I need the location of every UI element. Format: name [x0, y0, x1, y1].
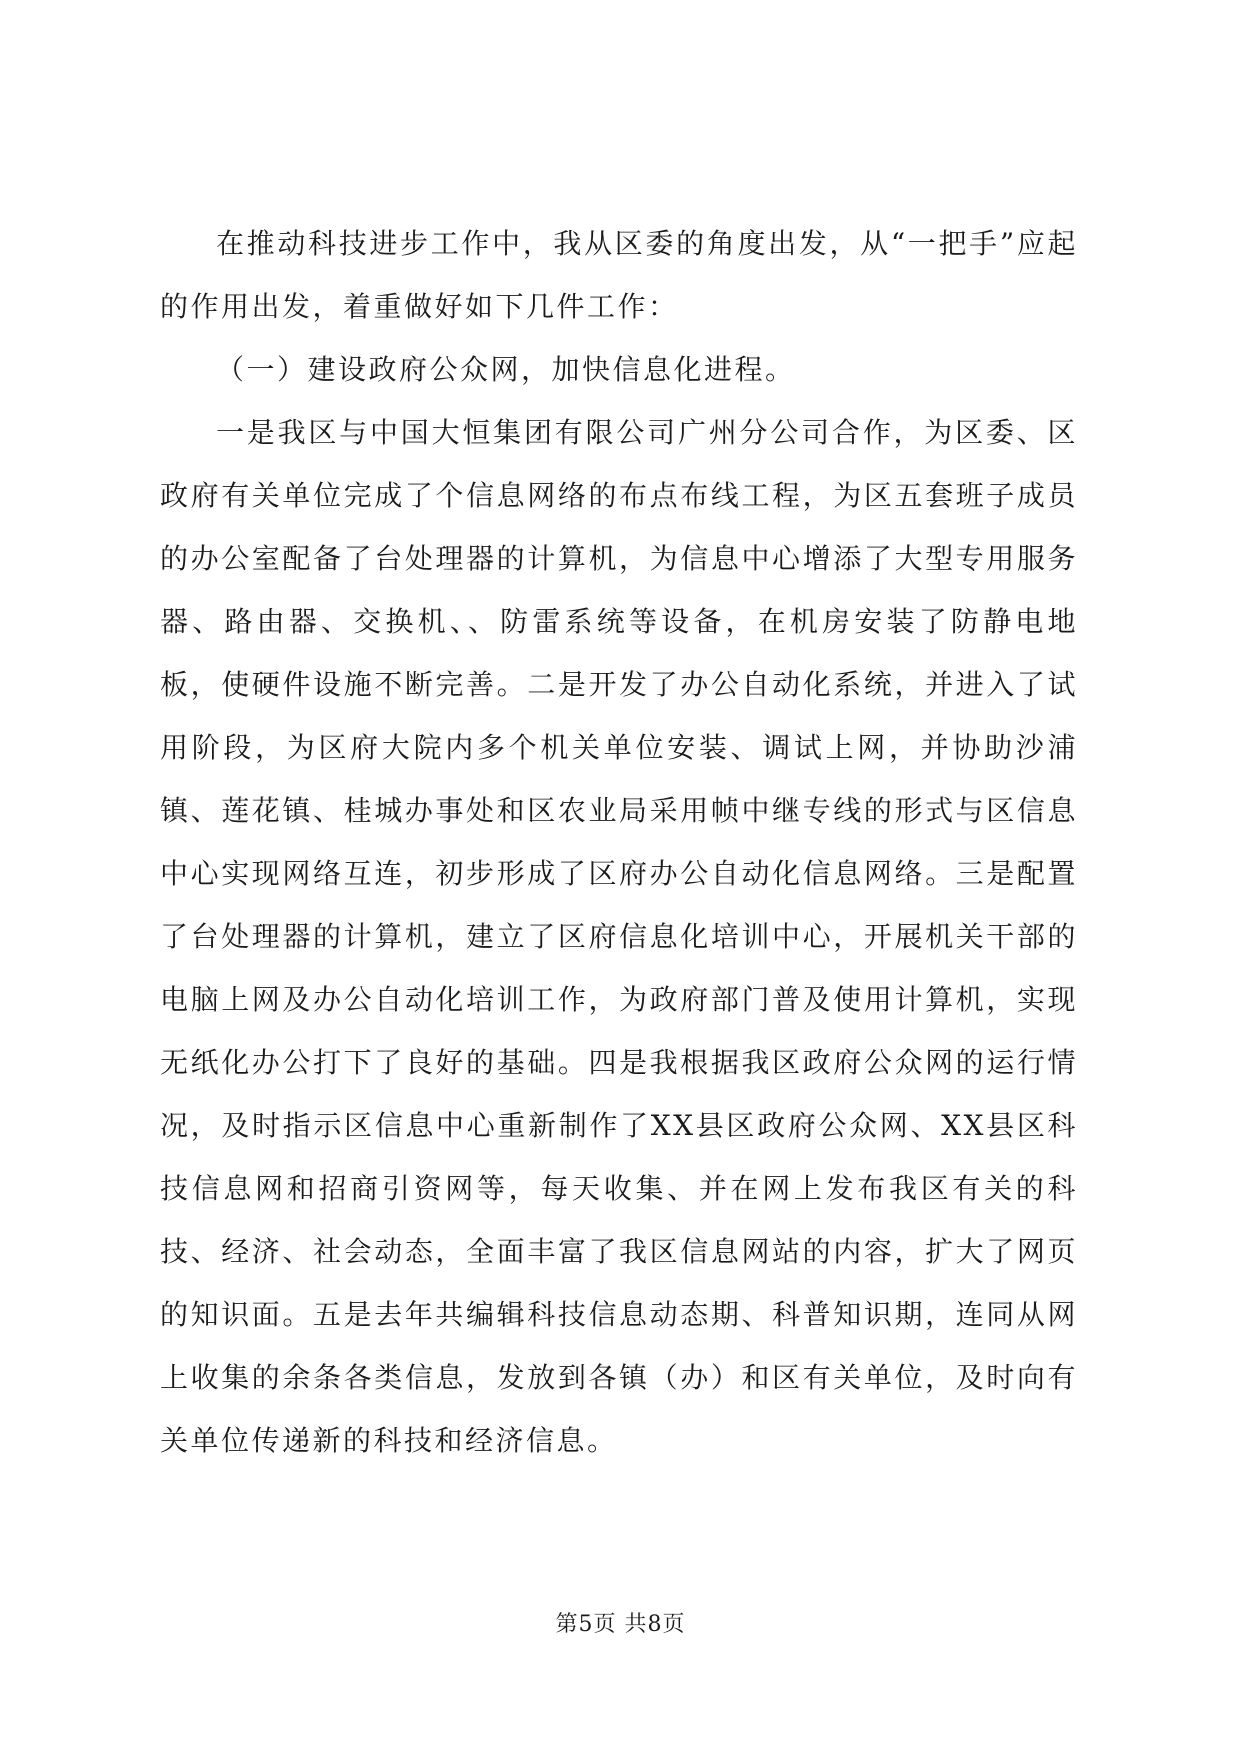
intro-paragraph: 在推动科技进步工作中，我从区委的角度出发，从“一把手”应起的作用出发，着重做好如下几件工作： [160, 227, 1078, 323]
section-body-paragraph: 一是我区与中国大恒集团有限公司广州分公司合作，为区委、区政府有关单位完成了个信息网络的布点布线工程，为区五套班子成员的办公室配备了台处理器的计算机，为信息中心增添了大型专用服务器、路由器、交换机、、防雷系统等设备，在机房安装了防静电地板，使硬件设施不断完善。二是开发了办公自动化系统，并进入了试用阶段，为区府大院内多个机关单位安装、调试上网，并协助沙浦镇、莲花镇、桂城办事处和区农业局采用帧中继专线的形式与区信息中心实现网络互连，初步形成了区府办公自动化信息网络。三是配置了台处理器的计算机，建立了区府信息化培训中心，开展机关干部的电脑上网及办公自动化培训工作，为政府部门普及使用计算机，实现无纸化办公打下了良好的基础。四是我根据我区政府公众网的运行情况，及时指示区信息中心重新制作了XX县区政府公众网、XX县区科技信息网和招商引资网等，每天收集、并在网上发布我区有关的科技、经济、社会动态，全面丰富了我区信息网站的内容，扩大了网页的知识面。五是去年共编辑科技信息动态期、科普知识期，连同从网上收集的余条各类信息，发放到各镇（办）和区有关单位，及时向有关单位传递新的科技和经济信息。 [160, 416, 1078, 1457]
page-footer [0, 1607, 1241, 1638]
page-number-label: 第5页 共8页 [555, 1612, 686, 1637]
document-body [160, 212, 1078, 1472]
section-heading: （一）建设政府公众网，加快信息化进程。 [216, 353, 796, 386]
